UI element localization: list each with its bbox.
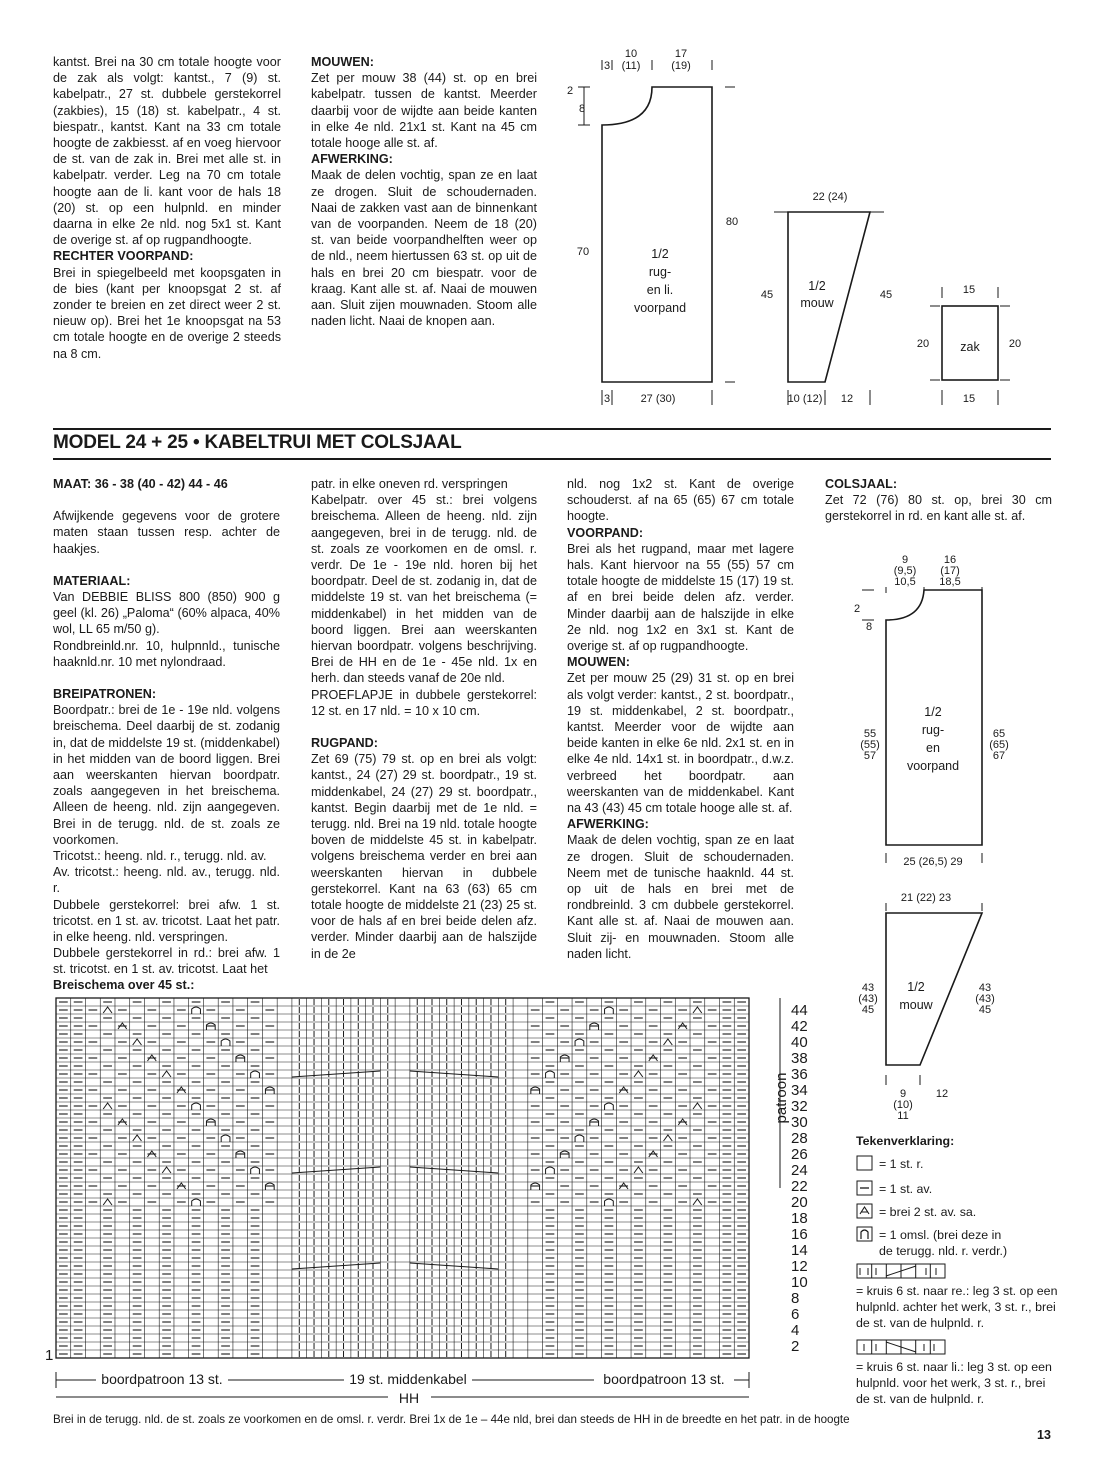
row-number: 18 xyxy=(791,1210,808,1227)
dim-label: 70 xyxy=(576,246,590,258)
legend-cable-right-icon xyxy=(856,1263,948,1281)
bottom-column-4 xyxy=(825,476,1052,525)
legend-purl2tog-label: = brei 2 st. av. sa. xyxy=(879,1205,977,1219)
dim-label: 18,5 xyxy=(939,576,961,588)
dim-label: 45 xyxy=(978,1004,992,1016)
legend-purl-label: = 1 st. av. xyxy=(879,1182,933,1196)
legend-knit-icon xyxy=(856,1155,876,1173)
row-number: 22 xyxy=(791,1178,808,1195)
chart-grid xyxy=(56,998,749,1358)
paragraph-gap xyxy=(311,719,537,735)
dim-label: 27 (30) xyxy=(640,393,676,405)
right-pattern-diagram xyxy=(830,545,1070,1130)
panel-label: rug- xyxy=(921,723,945,737)
bottom-column-1 xyxy=(53,476,280,978)
legend-cable-left-label: = kruis 6 st. naar li.: leg 3 st. op een hulpnld. voor het werk, 3 st. r., brei de st. van de hulpnld. r. xyxy=(856,1360,1052,1406)
paragraph: PROEFLAPJE in dubbele gerstekorrel: 12 st. en 17 nld. = 10 x 10 cm. xyxy=(311,687,537,718)
panel-label: mouw xyxy=(800,296,834,310)
legend-purl2tog-icon xyxy=(856,1203,876,1221)
panel-label: en xyxy=(926,741,940,755)
dim-label: 10 xyxy=(624,48,638,60)
paragraph: Maak de delen vochtig, span ze en laat ze drogen. Sluit de schoudernaden. Naai de zakken vast aan de binnenkant van de voorpanden. Neem de 18 (20) st. van beide voorpandhelften weer op de nld., neem hiertussen 63 st. op uit de hals en brei 20 cm biespatr. voor de kraag. Kant alle st. af. Naai de mouwen aan. Sluit zijen mouwnaden. Stoom alle naden licht. Naai de knopen aan. xyxy=(311,168,537,329)
paragraph: Afwijkende gegevens voor de grotere maten staan tussen resp. achter de haakjes. xyxy=(53,509,280,556)
row-number: 2 xyxy=(791,1338,800,1355)
row-number: 16 xyxy=(791,1226,808,1243)
dim-label: 15 xyxy=(962,393,976,405)
dim-label: (65) xyxy=(989,739,1009,751)
section-heading: RECHTER VOORPAND: xyxy=(53,249,194,264)
panel-label: rug- xyxy=(648,265,672,279)
page-number: 13 xyxy=(1037,1428,1051,1442)
paragraph: Dubbele gerstekorrel: brei afw. 1 st. tricotst. en 1 st. av. tricotst. Laat het patr. in elke heeng. nld. verspringen. xyxy=(53,897,280,945)
row-number: 6 xyxy=(791,1306,800,1323)
dim-label: (9,5) xyxy=(893,565,917,577)
row-number: 36 xyxy=(791,1066,808,1083)
dim-label: 3 xyxy=(603,60,611,72)
panel-label: 1/2 xyxy=(808,279,826,293)
paragraph: kantst. Brei na 30 cm totale hoogte voor de zak als volgt: kantst., 7 (9) st. kabelpatr., 27 st. dubbele gerstekorrel (zakbies), 15 (18) st. kabelpatr., 4 st. biespatr., kantst. Kant na 33 cm totale hoogte de zakbiesst. af en voeg hiervoor de st. van de zak in. Brei met alle st. in kabelpatr. verder. Leg na 70 cm totale hoogte aan de li. kant voor de hals 18 (20) st. op een hulpnld. en minder daarna in elke 2e nld. nog 5x1 st. Kant de overige st. af op rugpandhoogte. xyxy=(53,55,281,248)
row-number: 34 xyxy=(791,1082,808,1099)
dim-label: (43) xyxy=(858,993,878,1005)
legend-cable-left-icon xyxy=(856,1339,948,1357)
section-heading: COLSJAAL: xyxy=(825,477,898,491)
row-number: 28 xyxy=(791,1130,808,1147)
row-number: 32 xyxy=(791,1098,808,1115)
paragraph: Kabelpatr. over 45 st.: brei volgens breischema. Alleen de heeng. nld. zijn aangegeven, brei in de terugg. nld. de st. zoals ze voorkomen en de omsl. r. verdr. De 1e - 19e nld. horen bij het boordpatr. Deel de st. zodanig in, dat de middelste 19 st. van het breischema (= middenkabel) in het midden van de boord liggen. Brei aan weerskanten hiervan boordpatr. volgens beschrijving. Brei de HH en de 1e - 45e nld. 1x en herh. dan steeds vanaf de 20e nld. xyxy=(311,493,537,686)
panel-label: voorpand xyxy=(906,759,960,773)
row-number: 26 xyxy=(791,1146,808,1163)
section-heading: RUGPAND: xyxy=(311,736,378,751)
section-heading: BREIPATRONEN: xyxy=(53,687,157,702)
dim-label: 57 xyxy=(863,750,877,762)
row-number: 4 xyxy=(791,1322,800,1339)
panel-label: 1/2 xyxy=(907,980,925,994)
paragraph: Maak de delen vochtig, span ze en laat ze drogen. Sluit de schoudernaden. Neem met de tunische haaknld. 44 st. op uit de hals en brei met de rondbreinld. 3 cm dubbele gerstekorrel. Kant alle st. af. Naai de mouwen aan. Sluit zij- en mouwnaden. Stoom alle naden licht. xyxy=(567,833,794,961)
legend-yarnover-label-2: de terugg. nld. r. verdr.) xyxy=(879,1244,1008,1258)
paragraph-gap xyxy=(53,492,280,508)
chart-footnote: Brei in de terugg. nld. de st. zoals ze voorkomen en de omsl. r. verdr. Brei 1x de 1e – 44e nld, brei dan steeds de HH in de breedte en het patr. in de hoogte xyxy=(53,1413,850,1426)
dim-label: 11 xyxy=(897,1110,909,1122)
title-rule-bottom xyxy=(53,458,1051,460)
knitting-chart xyxy=(38,994,828,1414)
paragraph-gap xyxy=(53,670,280,686)
row-number: 38 xyxy=(791,1050,808,1067)
legend-purl-icon xyxy=(856,1180,876,1198)
chart-bottom-label-right: boordpatroon 13 st. xyxy=(603,1371,725,1387)
dim-label: 12 xyxy=(840,393,854,405)
dim-label: 12 xyxy=(935,1088,949,1100)
paragraph: Av. tricotst.: heeng. nld. av., terugg. nld. r. xyxy=(53,865,280,896)
dim-label: 17 xyxy=(674,48,688,60)
legend-knit-label: = 1 st. r. xyxy=(879,1157,924,1171)
section-heading: MATERIAAL: xyxy=(53,573,131,588)
row-number: 8 xyxy=(791,1290,800,1307)
top-pattern-diagram xyxy=(560,40,1060,420)
paragraph: Tricotst.: heeng. nld. r., terugg. nld. av. xyxy=(53,849,267,864)
row-number: 44 xyxy=(791,1002,808,1019)
dim-label: 16 xyxy=(943,554,957,566)
row-number: 30 xyxy=(791,1114,808,1131)
paragraph: Brei als het rugpand, maar met lagere hals. Kant hiervoor na 55 (55) 57 cm totale hoogte de middelste 15 (17) 19 st. af en brei beide delen afz. verder. Minder daarbij aan de halszijde in elke 2e nld. nog 1x2 en 3x1 st. Kant de overige st. af op rugpandhoogte. xyxy=(567,541,794,654)
chart-frame xyxy=(56,998,749,1358)
bottom-column-3 xyxy=(567,476,794,962)
panel-label: voorpand xyxy=(633,301,687,315)
row-number: 24 xyxy=(791,1162,808,1179)
row-number: 42 xyxy=(791,1018,808,1035)
section-heading: MOUWEN: xyxy=(567,655,630,670)
chart-bottom-label-left: boordpatroon 13 st. xyxy=(101,1371,223,1387)
section-title: MODEL 24 + 25 • KABELTRUI MET COLSJAAL xyxy=(53,432,462,453)
dim-label: 10,5 xyxy=(894,576,916,588)
paragraph: Zet 72 (76) 80 st. op, brei 30 cm gerstekorrel in rd. en kant alle st. af. xyxy=(825,493,1052,524)
dim-label: 43 xyxy=(978,982,992,994)
dim-label: 45 xyxy=(760,289,774,301)
chart-start-label: 1 xyxy=(45,1347,54,1364)
dim-label: 45 xyxy=(861,1004,875,1016)
top-column-1 xyxy=(53,54,281,362)
paragraph: Zet per mouw 25 (29) 31 st. op en brei als volgt verder: kantst., 2 st. boordpatr., 19 st. middenkabel, 2 st. boordpatr., kantst. Meerder voor de wijdte aan beide kanten in elke 6e nld. 2x1 st. en in elke 4e nld. 14x1 st. in boordpatr., d.w.z. verbreed het boordpatr. aan weerskanten van de middenkabel. Kant na 43 (43) 45 cm totale hooge alle st. af. xyxy=(567,671,794,816)
chart-row-numbers xyxy=(791,1002,808,1355)
dim-label: (43) xyxy=(975,993,995,1005)
panel-label: 1/2 xyxy=(651,247,669,261)
panel-label: en li. xyxy=(646,283,674,297)
dim-label: 45 xyxy=(879,289,893,301)
dim-label: 2 xyxy=(853,603,861,615)
paragraph: Zet per mouw 38 (44) st. op en brei kabelpatr. tussen de kantst. Meerder daarbij voor de wijdte aan beide kanten in elke 4e nld. 21x1 st. Kant na 45 cm totale hooge alle st. af. xyxy=(311,71,537,151)
paragraph: Rondbreinld.nr. 10, hulpnnld., tunische haaknld.nr. 10 met nylondraad. xyxy=(53,638,280,669)
chart-bottom-label-center: 19 st. middenkabel xyxy=(349,1371,467,1387)
dim-label: 67 xyxy=(992,750,1006,762)
panel-label: zak xyxy=(960,340,980,354)
dim-label: 8 xyxy=(865,621,873,633)
dim-label: 15 xyxy=(962,284,976,296)
chart-title: Breischema over 45 st.: xyxy=(53,978,195,992)
section-heading: AFWERKING: xyxy=(311,152,393,167)
row-number: 14 xyxy=(791,1242,808,1259)
dim-label: 2 xyxy=(566,85,574,97)
dim-label: (11) xyxy=(621,60,641,72)
legend-title: Tekenverklaring: xyxy=(856,1134,955,1148)
paragraph: patr. in elke oneven rd. verspringen xyxy=(311,477,508,491)
row-number: 12 xyxy=(791,1258,808,1275)
dim-label: 21 (22) 23 xyxy=(900,892,952,904)
paragraph-gap xyxy=(53,557,280,573)
dim-label: 9 xyxy=(899,1088,907,1100)
panel-label: mouw xyxy=(899,998,933,1012)
section-heading: MAAT: 36 - 38 (40 - 42) 44 - 46 xyxy=(53,477,228,491)
section-heading: AFWERKING: xyxy=(567,817,649,832)
bottom-column-2 xyxy=(311,476,537,962)
dim-label: 80 xyxy=(725,216,739,228)
row-number: 40 xyxy=(791,1034,808,1051)
legend-yarnover-label: = 1 omsl. (brei deze in xyxy=(879,1228,1002,1242)
dim-label: 22 (24) xyxy=(812,191,848,203)
dim-label: (10) xyxy=(893,1099,913,1111)
dim-label: 9 xyxy=(901,554,909,566)
dim-label: 65 xyxy=(992,728,1006,740)
chart-side-label: patroon xyxy=(773,1072,790,1124)
paragraph: Boordpatr.: brei de 1e - 19e nld. volgens breischema. Deel daarbij de st. zodanig in, dat de middelste 19 st. (middenkabel) in het midden van de boord liggen. Brei aan weerskanten hiervan boordpatr. zoals aangegeven in het breischema. Alleen de heeng. nld. zijn aangegeven. Brei in de terugg. nld. de st. zoals ze voorkomen. xyxy=(53,703,280,847)
paragraph: Dubbele gerstekorrel in rd.: brei afw. 1 st. tricotst. en 1 st. av. tricotst. Laat het xyxy=(53,946,280,977)
dim-label: 3 xyxy=(603,393,611,405)
panel-label: 1/2 xyxy=(924,705,942,719)
section-heading: MOUWEN: xyxy=(311,55,374,69)
dim-label: 20 xyxy=(916,338,930,350)
legend-yarnover-icon xyxy=(856,1226,876,1244)
dim-label: (55) xyxy=(860,739,880,751)
paragraph: Brei in spiegelbeeld met koopsgaten in de bies (kant per knoopsgat 2 st. af zonder te breien en zet direct weer 2 st. nieuw op). Brei het 1e knoopsgat na 53 cm totale hoogte en de overige 2 steeds na 8 cm. xyxy=(53,265,281,361)
chart-hh-label: HH xyxy=(398,1390,420,1406)
dim-label: 25 (26,5) 29 xyxy=(903,856,963,868)
section-heading: VOORPAND: xyxy=(567,525,644,540)
top-column-2 xyxy=(311,54,537,329)
dim-label: (17) xyxy=(940,565,960,577)
dim-label: 55 xyxy=(863,728,877,740)
dim-label: 10 (12) xyxy=(787,393,823,405)
dim-label: 8 xyxy=(578,103,586,115)
legend-cable-right-label: = kruis 6 st. naar re.: leg 3 st. op een hulpnld. achter het werk, 3 st. r., brei de st. van de hulpnld. r. xyxy=(856,1284,1058,1330)
paragraph: Van DEBBIE BLISS 800 (850) 900 g geel (kl. 26) „Paloma“ (60% alpaca, 40% wol, LL 65 m/50 g). xyxy=(53,590,280,637)
paragraph: nld. nog 1x2 st. Kant de overige schouderst. af na 65 (65) 67 cm totale hoogte. xyxy=(567,477,794,524)
title-rule-top xyxy=(53,428,1051,430)
row-number: 10 xyxy=(791,1274,808,1291)
dim-label: 20 xyxy=(1008,338,1022,350)
dim-label: (19) xyxy=(671,60,691,72)
dim-label: 43 xyxy=(861,982,875,994)
paragraph: Zet 69 (75) 79 st. op en brei als volgt: kantst., 24 (27) 29 st. boordpatr., 19 st. middenkabel, 24 (27) 29 st. boordpatr., kantst. Begin daarbij met de 1e nld. = terugg. nld. Brei na 19 nld. totale hoogte boven de middelste 45 st. in kabelpatr. volgens breischema verder en brei aan weerskanten hiervan in dubbele gerstekorrel. Kant na 63 (63) 65 cm totale hoogte de middelste 21 (23) 25 st. voor de hals af en brei beide delen afz. verder. Minder daarbij aan de halszijde in de 2e xyxy=(311,752,537,961)
row-number: 20 xyxy=(791,1194,808,1211)
